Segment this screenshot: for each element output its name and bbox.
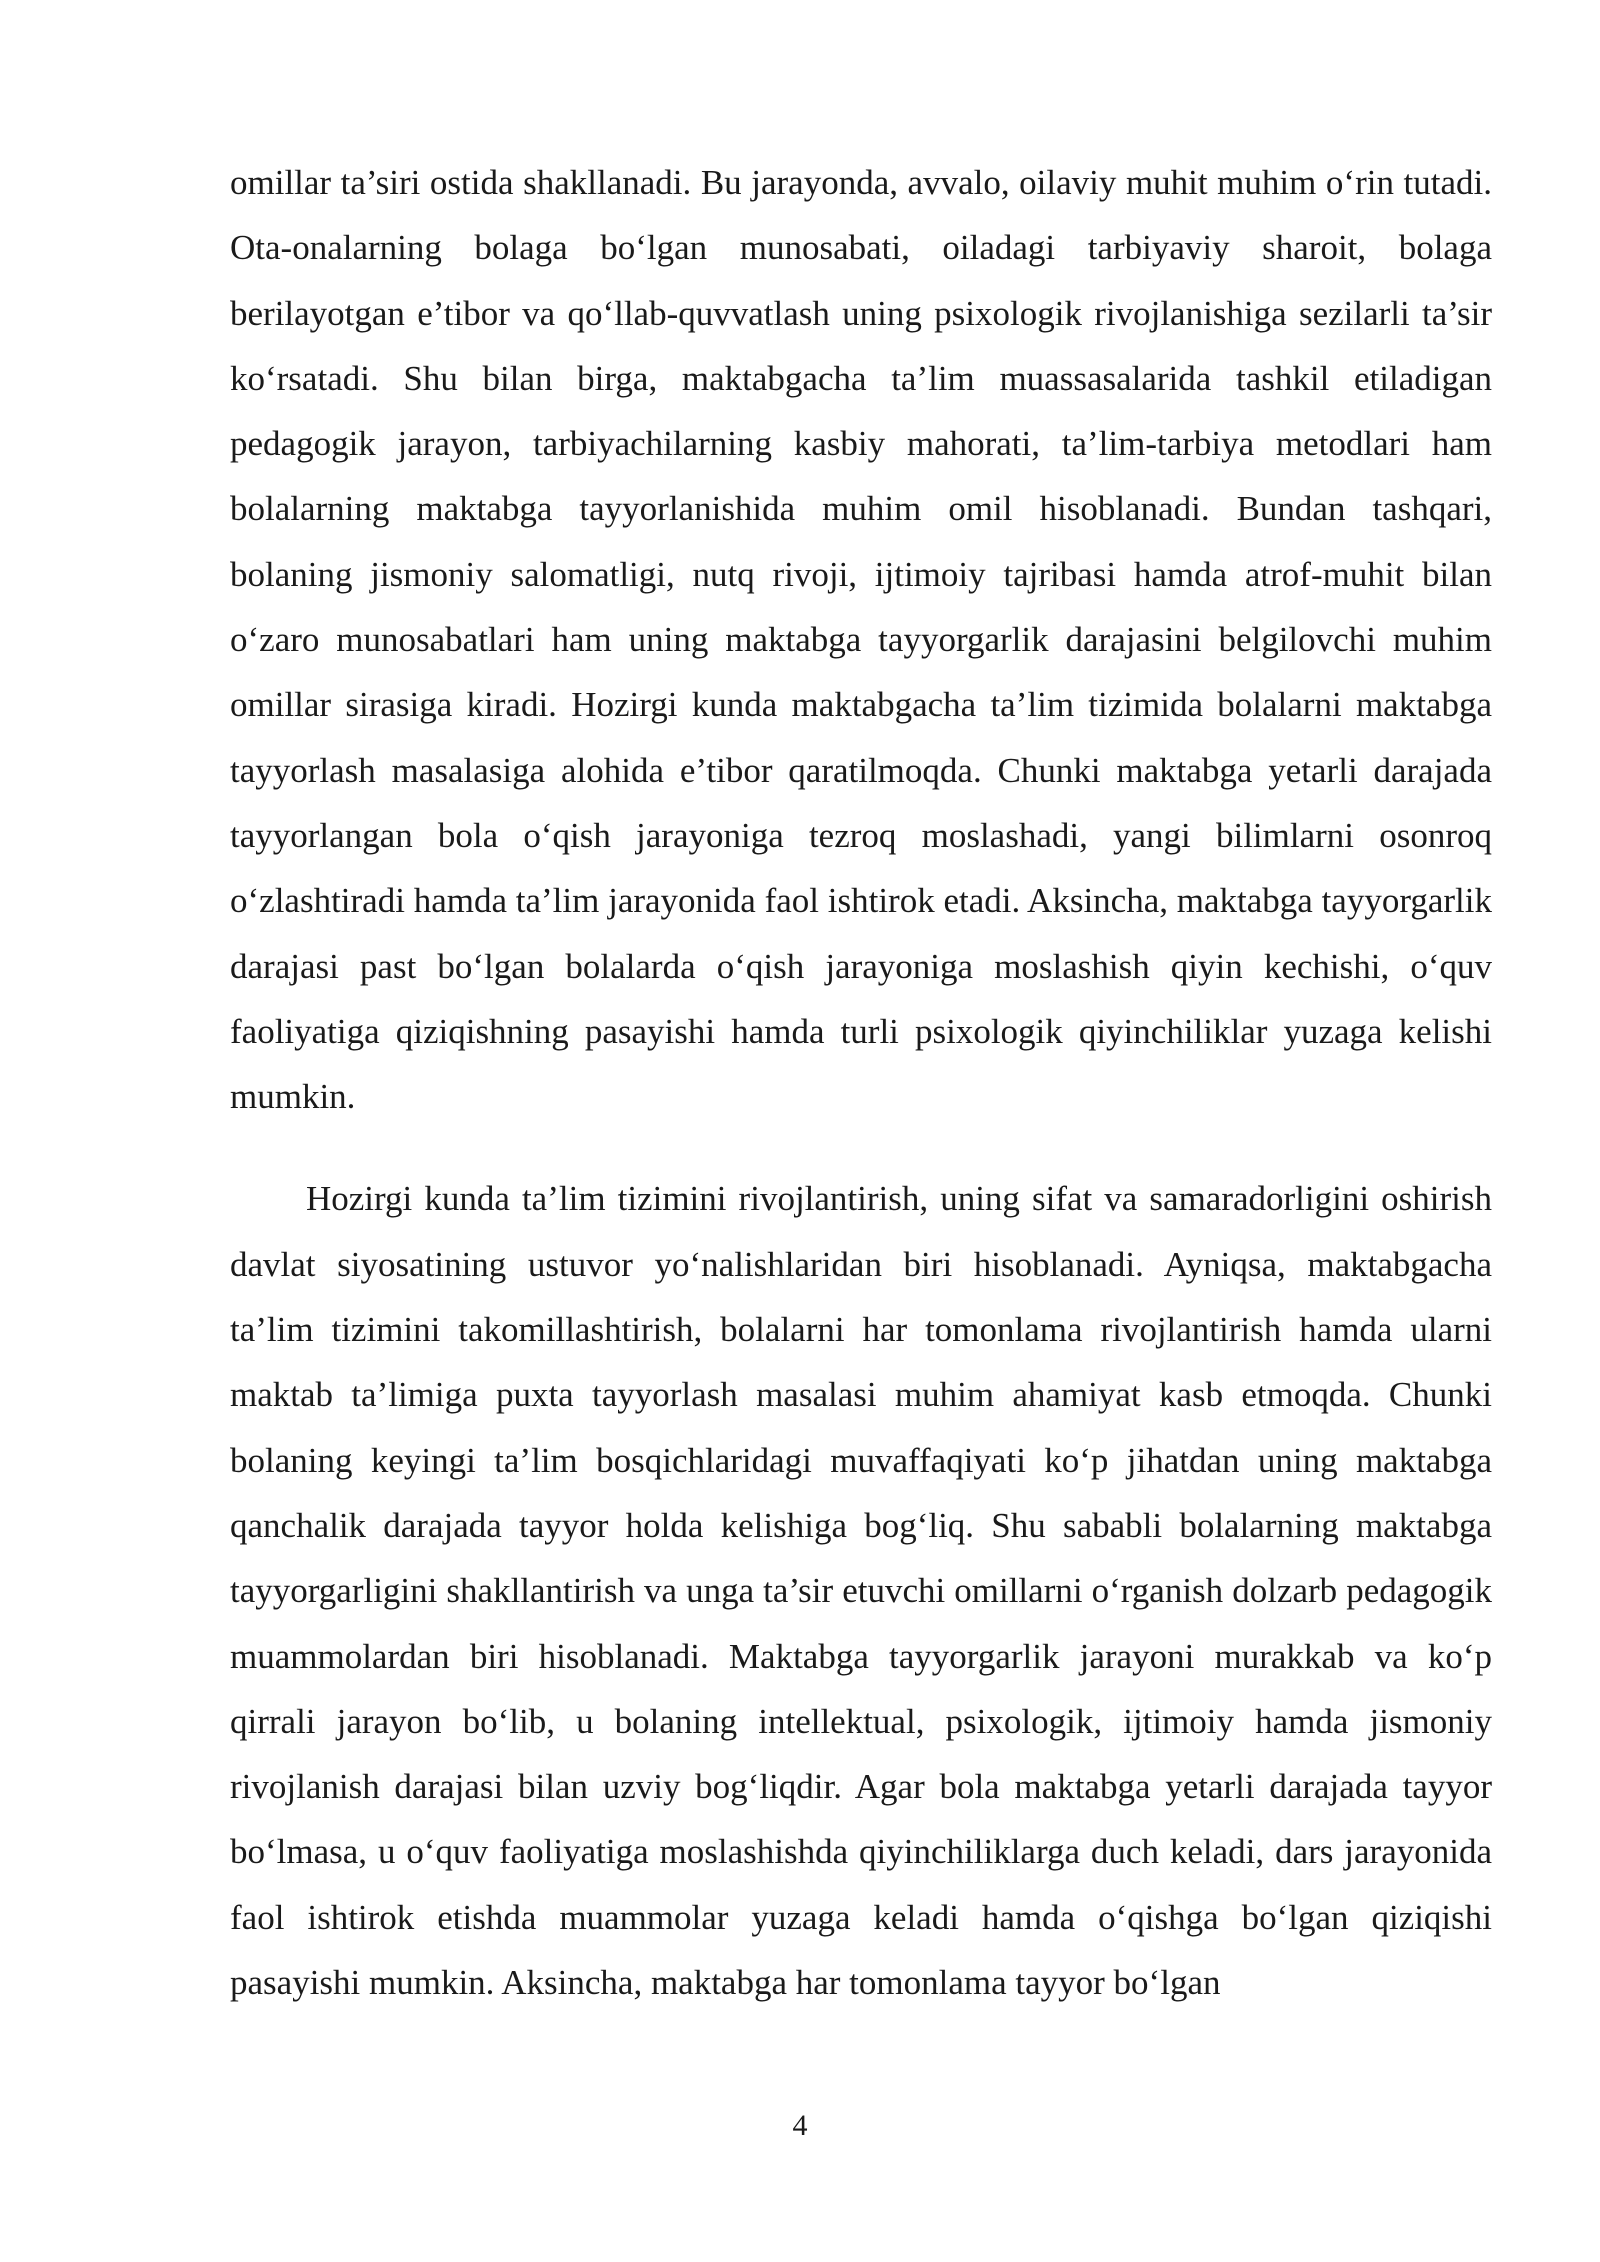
paragraph-2: Hozirgi kunda ta’lim tizimini rivojlantirish, uning sifat va samaradorligini oshirish davlat siyosatining ustuvor yo‘nalishlaridan biri hisoblanadi. Ayniqsa, maktabgacha ta’lim tizimini takomillashtirish, bolalarni har tomonlama rivojlantirish hamda ularni maktab ta’limiga puxta tayyorlash masalasi muhim ahamiyat kasb etmoqda. Chunki bolaning keyingi ta’lim bosqichlaridagi muvaffaqiyati ko‘p jihatdan uning maktabga qanchalik darajada tayyor holda kelishiga bog‘liq. Shu sababli bolalarning maktabga tayyorgarligini shakllantirish va unga ta’sir etuvchi omillarni o‘rganish dolzarb pedagogik muammolardan biri hisoblanadi. Maktabga tayyorgarlik jarayoni murakkab va ko‘p qirrali jarayon bo‘lib, u bolaning intellektual, psixologik, ijtimoiy hamda jismoniy rivojlanish darajasi bilan uzviy bog‘liqdir. Agar bola maktabga yetarli darajada tayyor bo‘lmasa, u o‘quv faoliyatiga moslashishda qiyinchiliklarga duch keladi, dars jarayonida faol ishtirok etishda muammolar yuzaga keladi hamda o‘qishga bo‘lgan qiziqishi pasayishi mumkin. Aksincha, maktabga har tomonlama tayyor bo‘lgan xyxy=(230,1179,1492,2003)
page-number: 4 xyxy=(792,2109,808,2142)
body-text xyxy=(230,150,1492,2015)
paragraph-1: omillar ta’siri ostida shakllanadi. Bu jarayonda, avvalo, oilaviy muhit muhim o‘rin tutadi. Ota-onalarning bolaga bo‘lgan munosabati, oiladagi tarbiyaviy sharoit, bolaga berilayotgan e’tibor va qo‘llab-quvvatlash uning psixologik rivojlanishiga sezilarli ta’sir ko‘rsatadi. Shu bilan birga, maktabgacha ta’lim muassasalarida tashkil etiladigan pedagogik jarayon, tarbiyachilarning kasbiy mahorati, ta’lim-tarbiya metodlari ham bolalarning maktabga tayyorlanishida muhim omil hisoblanadi. Bundan tashqari, bolaning jismoniy salomatligi, nutq rivoji, ijtimoiy tajribasi hamda atrof-muhit bilan o‘zaro munosabatlari ham uning maktabga tayyorgarlik darajasini belgilovchi muhim omillar sirasiga kiradi. Hozirgi kunda maktabgacha ta’lim tizimida bolalarni maktabga tayyorlash masalasiga alohida e’tibor qaratilmoqda. Chunki maktabga yetarli darajada tayyorlangan bola o‘qish jarayoniga tezroq moslashadi, yangi bilimlarni osonroq o‘zlashtiradi hamda ta’lim jarayonida faol ishtirok etadi. Aksincha, maktabga tayyorgarlik darajasi past bo‘lgan bolalarda o‘qish jarayoniga moslashish qiyin kechishi, o‘quv faoliyatiga qiziqishning pasayishi hamda turli psixologik qiyinchiliklar yuzaga kelishi mumkin. xyxy=(230,163,1492,1117)
